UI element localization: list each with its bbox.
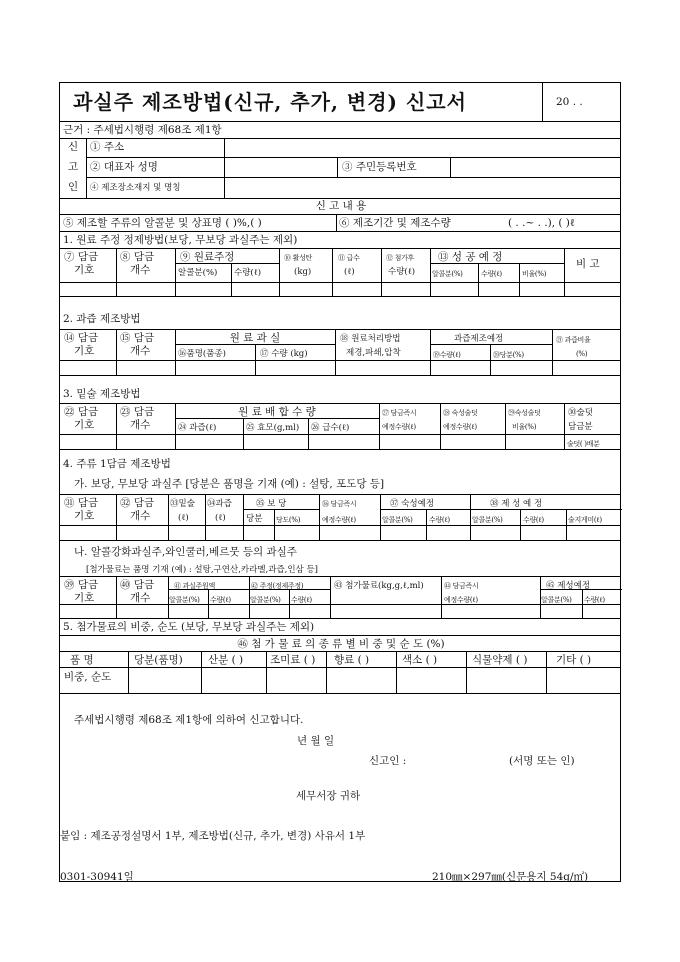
col-header: ㊸ 첨가물료(kg,g,ℓ,ml) xyxy=(334,581,424,591)
col-header: 수량(ℓ) xyxy=(523,516,544,524)
divider xyxy=(231,282,232,296)
col-header: 원 료 과 실 xyxy=(229,332,281,344)
divider xyxy=(86,157,620,158)
declaration-text: 주세법시행령 제68조 제1항에 의하여 신고합니다. xyxy=(74,714,304,726)
divider xyxy=(60,282,620,283)
section-5-title: 5. 첨가물료의 비중, 순도 (보당, 무보당 과실주는 제외) xyxy=(63,621,315,633)
declarant-side-3: 인 xyxy=(68,181,79,193)
divider xyxy=(60,434,620,435)
divider xyxy=(332,282,333,296)
divider xyxy=(381,248,382,282)
col-header: ⑰ 수량 (kg) xyxy=(260,349,308,359)
col-header: ㉘ 숙성술덧 xyxy=(443,409,478,417)
divider xyxy=(552,329,553,375)
divider xyxy=(175,263,279,264)
col-header: 수량(ℓ) xyxy=(234,268,262,278)
rep-name-label: ② 대표자 성명 xyxy=(90,161,158,173)
paper-spec: 210㎜×297㎜(신문용지 54g/㎡) xyxy=(432,871,589,883)
col-header: ⑯품명(품종) xyxy=(178,349,226,359)
col-header: 알콜분(%) xyxy=(541,596,572,604)
col-header: 과즙제조예정 xyxy=(454,334,504,344)
divider xyxy=(542,83,543,121)
divider xyxy=(201,651,202,693)
divider xyxy=(60,449,620,450)
divider xyxy=(326,651,327,693)
divider xyxy=(279,282,280,296)
divider xyxy=(380,494,381,540)
divider xyxy=(116,329,117,375)
divider xyxy=(336,214,337,231)
declaration-form xyxy=(59,82,621,882)
col-header: 예정수량(ℓ) xyxy=(443,423,477,431)
alcohol-brand-label: ⑤ 제조할 주류의 알콜분 및 상표명 ( )%,( ) xyxy=(63,217,262,229)
divider xyxy=(60,198,620,199)
col-header: 기호 xyxy=(74,345,95,357)
period-qty-value[interactable]: ( . .~ . .), ( )ℓ xyxy=(508,217,575,229)
section-4-sub-na: 나. 알콜강화과실주,와인쿨러,베르뭇 등의 과실주 xyxy=(74,546,297,558)
form-number: 0301-30941일 xyxy=(60,871,134,883)
divider xyxy=(175,418,379,419)
attachment-note: 붙임 : 제조공정설명서 1부, 제조방법(신규, 추가, 변경) 사유서 1부 xyxy=(60,830,366,842)
form-title: 과실주 제조방법(신규, 추가, 변경) 신고서 xyxy=(73,90,467,114)
divider xyxy=(319,494,320,540)
divider xyxy=(60,525,620,526)
divider xyxy=(440,403,441,449)
divider xyxy=(116,248,117,282)
col-header: (ℓ) xyxy=(215,513,226,523)
divider xyxy=(478,263,479,282)
period-qty-label: ⑥ 제조기간 및 제조수량 xyxy=(339,217,451,229)
section-5-header: ㊻ 첨 가 물 료 의 종 류 별 비 중 및 순 도 (%) xyxy=(237,638,445,650)
col-header: 당도(%) xyxy=(276,516,301,524)
col-header: 알콜분(%) xyxy=(432,270,463,278)
col-header: 수량(ℓ) xyxy=(210,596,231,604)
col-header: ㊺ 제성예정 xyxy=(546,581,591,591)
section-2-title: 2. 과즙 제조방법 xyxy=(63,313,141,325)
col-header: ㊲ 숙성예정 xyxy=(390,499,435,509)
col-header: 알콜분(%) xyxy=(382,516,413,524)
col-header: ㉟ 보 당 xyxy=(256,499,287,509)
col-header: ㊷ 주정(정제주정) xyxy=(251,582,304,590)
col-header: 예정수량(ℓ) xyxy=(382,423,416,431)
col-header: ⑦ 담금 xyxy=(64,251,99,263)
divider xyxy=(60,375,620,376)
col-header: ⑨ 원료주정 xyxy=(180,251,235,263)
divider xyxy=(116,576,117,618)
row-label-gravity-purity: 비중, 순도 xyxy=(64,671,112,683)
col-header: 품 명 xyxy=(70,654,94,666)
divider xyxy=(116,403,117,449)
col-header: ㉖ 급수(ℓ) xyxy=(311,423,350,433)
divider xyxy=(168,494,169,540)
col-header: (kg) xyxy=(294,267,312,277)
declarant-sign-label: 신고인 : xyxy=(369,755,407,767)
col-header: 개수 xyxy=(130,419,151,431)
col-header: ㊶ 과실주원액 xyxy=(174,582,215,590)
divider xyxy=(441,576,442,618)
section-4-sub-ga: 가. 보당, 무보당 과실주 [당분은 품명을 기재 (예) : 설탕, 포도당 등] xyxy=(74,478,385,490)
content-heading: 신 고 내 용 xyxy=(315,200,367,212)
legal-basis: 근거 : 주세법시행령 제68조 제1항 xyxy=(63,124,222,136)
divider xyxy=(86,138,87,198)
section-4-sub-na-note: [첨가물료는 품명 기재 (예) : 설탕,구연산,카라멜,과즙,인삼 등] xyxy=(86,565,319,575)
divider xyxy=(505,403,506,449)
col-header: 색소 ( ) xyxy=(402,654,438,666)
col-header: 예정수량(ℓ) xyxy=(322,516,356,524)
divider xyxy=(379,403,380,449)
col-header: 산분 ( ) xyxy=(208,654,244,666)
col-header: 기호 xyxy=(74,592,95,604)
factory-label: ④ 제조장소재지 및 명칭 xyxy=(90,183,181,193)
col-header: 알콜분(%) xyxy=(250,596,281,604)
divider xyxy=(430,263,564,264)
divider xyxy=(546,651,547,693)
col-header: ㉞과즙 xyxy=(207,499,232,509)
date-box[interactable]: 20 . . xyxy=(556,96,583,108)
col-header: ㉛ 담금 xyxy=(64,497,99,509)
col-header: ⑫ 첨가후 xyxy=(386,254,415,262)
col-header: 조미료 ( ) xyxy=(270,654,316,666)
divider xyxy=(175,248,176,282)
divider xyxy=(60,138,620,139)
divider xyxy=(381,282,382,296)
divider xyxy=(396,651,397,693)
section-4-title: 4. 주류 1담금 제조방법 xyxy=(63,458,171,470)
col-header: 기호 xyxy=(74,510,95,522)
col-header: ㉕ 효모(g,ml) xyxy=(246,423,300,433)
col-header: 비율(%) xyxy=(512,423,537,431)
divider xyxy=(279,248,280,282)
col-header: ⑭ 담금 xyxy=(64,332,99,344)
divider xyxy=(430,329,431,375)
declarant-side-2: 고 xyxy=(68,161,79,173)
divider xyxy=(60,248,620,249)
divider xyxy=(60,576,620,577)
declarant-side-1: 신 xyxy=(68,141,79,153)
col-header: 개수 xyxy=(130,264,151,276)
col-header: 비 고 xyxy=(576,258,600,270)
col-header: ㊳ 제 성 예 정 xyxy=(490,499,543,509)
divider xyxy=(86,177,620,178)
col-header: 알콜분(%) xyxy=(472,516,503,524)
divider xyxy=(60,403,620,404)
col-header: 수량(ℓ) xyxy=(429,516,450,524)
divider xyxy=(430,344,552,345)
divider xyxy=(519,263,520,282)
divider xyxy=(430,282,431,296)
divider xyxy=(60,329,620,330)
divider xyxy=(330,576,331,618)
divider xyxy=(60,360,620,361)
col-header: ⑪ 급수 xyxy=(338,254,360,262)
col-header: ⑳당분(%) xyxy=(493,351,524,359)
col-header: 기타 ( ) xyxy=(556,654,592,666)
divider xyxy=(470,509,622,510)
divider xyxy=(60,540,620,541)
col-header: ⑧ 담금 xyxy=(120,251,155,263)
divider xyxy=(380,509,470,510)
col-header: 개수 xyxy=(130,510,151,522)
col-header: 예정수량(ℓ) xyxy=(444,596,478,604)
divider xyxy=(60,214,620,215)
col-header: ㊵ 담금 xyxy=(120,579,155,591)
divider xyxy=(60,635,620,636)
divider xyxy=(60,618,620,619)
addressee: 세무서장 귀하 xyxy=(296,790,361,802)
divider xyxy=(60,693,620,694)
col-header: ㉑ 과즙비율 xyxy=(556,336,591,344)
col-header: ㊹ 담금즉시 xyxy=(444,582,479,590)
divider xyxy=(231,263,232,282)
col-header: (ℓ) xyxy=(344,267,355,277)
divider xyxy=(128,651,129,693)
col-header: 제경,파쇄,압착 xyxy=(346,348,401,358)
col-header: 담금분 xyxy=(568,422,593,432)
divider xyxy=(224,138,225,198)
col-header: 당분(품명) xyxy=(134,654,183,666)
section-3-title: 3. 밑술 제조방법 xyxy=(63,388,141,400)
col-header: ⑱ 원료처리방법 xyxy=(340,334,401,344)
divider xyxy=(60,651,620,652)
col-header: ㉔ 과즙(ℓ) xyxy=(178,423,217,433)
col-header: ㉝밑술 xyxy=(170,499,195,509)
col-header: 알콜분(%) xyxy=(169,596,200,604)
col-header: ㊴ 담금 xyxy=(64,579,99,591)
divider xyxy=(243,509,319,510)
col-header: 개수 xyxy=(130,345,151,357)
col-header: 술덧( )배분 xyxy=(567,440,600,448)
col-header: ㉓ 담금 xyxy=(120,406,155,418)
col-header: ⑮ 담금 xyxy=(120,332,155,344)
col-header: 기호 xyxy=(74,264,95,276)
divider xyxy=(478,282,479,296)
col-header: 알콜분(%) xyxy=(178,268,218,278)
divider xyxy=(332,248,333,282)
col-header: 수량(ℓ) xyxy=(388,267,416,277)
divider xyxy=(450,157,451,177)
divider xyxy=(564,248,565,296)
divider xyxy=(466,651,467,693)
col-header: 술지게미(ℓ) xyxy=(568,516,602,524)
divider xyxy=(540,589,622,590)
divider xyxy=(116,494,117,540)
col-header: 수량(ℓ) xyxy=(291,596,312,604)
col-header: ⑬ 성 공 예 정 xyxy=(438,251,503,263)
col-header: ㊱ 담금즉시 xyxy=(322,500,357,508)
divider xyxy=(243,494,244,540)
divider xyxy=(60,121,620,122)
col-header: ㉙숙성술덧 xyxy=(508,409,541,417)
divider xyxy=(470,494,471,540)
col-header: (ℓ) xyxy=(178,513,189,523)
col-header: ⑲수량(ℓ) xyxy=(433,351,461,359)
divider xyxy=(60,494,620,495)
signature-note[interactable]: (서명 또는 인) xyxy=(509,755,575,767)
col-header: (%) xyxy=(576,350,588,358)
divider xyxy=(337,157,338,177)
divider xyxy=(60,604,620,605)
col-header: 기호 xyxy=(74,419,95,431)
col-header: 개수 xyxy=(130,592,151,604)
col-header: ㉗ 담금즉시 xyxy=(382,409,417,417)
divider xyxy=(335,329,336,375)
divider xyxy=(175,282,176,296)
divider xyxy=(519,282,520,296)
col-header: 원 료 배 합 수 량 xyxy=(238,406,316,418)
col-header: ㉜ 담금 xyxy=(120,497,155,509)
col-header: ㉚술덧 xyxy=(568,408,593,418)
divider xyxy=(60,296,620,297)
section-1-title: 1. 원료 주정 정제방법(보당, 무보당 과실주는 제외) xyxy=(63,234,298,246)
col-header: 수량(ℓ) xyxy=(584,596,605,604)
col-header: 수량(ℓ) xyxy=(481,270,502,278)
col-header: ㉒ 담금 xyxy=(64,406,99,418)
divider xyxy=(60,231,620,232)
resident-no-label: ③ 주민등록번호 xyxy=(342,161,417,173)
address-label: ① 주소 xyxy=(90,141,125,153)
divider xyxy=(116,282,117,296)
divider xyxy=(266,651,267,693)
col-header: ⑩ 활성탄 xyxy=(284,254,313,262)
divider xyxy=(564,403,565,449)
col-header: 향료 ( ) xyxy=(334,654,370,666)
date-line[interactable]: 년 월 일 xyxy=(297,735,335,747)
divider xyxy=(430,248,431,282)
col-header: 당분 xyxy=(246,514,263,524)
col-header: 식물약제 ( ) xyxy=(472,654,528,666)
divider xyxy=(205,494,206,540)
col-header: 비율(%) xyxy=(522,270,547,278)
divider xyxy=(60,667,620,668)
